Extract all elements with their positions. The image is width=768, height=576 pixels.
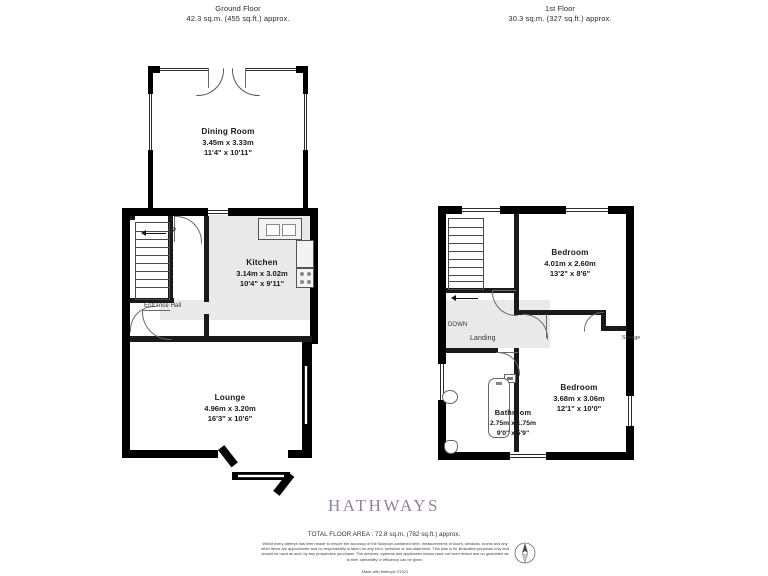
room-label-kitchen (200, 258, 324, 290)
stairs-down-arrow-line (456, 298, 478, 299)
toilet-icon (444, 440, 458, 454)
ff-wall-top-mid (500, 206, 566, 214)
room-label-bedroom-1 (510, 248, 630, 280)
house-wall-bottom-right (288, 450, 312, 458)
total-floor-area: TOTAL FLOOR AREA : 72.8 sq.m. (782 sq.ft.) approx. (307, 531, 461, 538)
door-bathroom-leaf (496, 352, 518, 353)
ff-window-bottom (510, 454, 546, 458)
room-label-bedroom-2 (524, 383, 634, 415)
label-down: DOWN (448, 322, 468, 328)
dining-wall-left-lower (148, 150, 153, 210)
house-wall-left (122, 208, 130, 458)
label-storage: Storage (622, 335, 641, 341)
kitchen-window-top (208, 210, 228, 214)
bathroom-name: Bathroom (494, 408, 532, 417)
ground-floor-plan (0, 0, 400, 520)
door-dining-hall-arc (174, 216, 202, 244)
label-landing: Landing (470, 335, 496, 342)
stair-wall-stub (130, 216, 135, 220)
label-up: UP (168, 228, 177, 234)
bedroom2-metric: 3.68m x 3.06m (553, 393, 605, 403)
bay-wall-left (218, 445, 238, 467)
dining-wall-left-upper (148, 66, 153, 94)
bedroom1-imperial: 13'2" x 8'6" (549, 269, 591, 278)
dining-room-name: Dining Room (201, 127, 255, 136)
bathroom-metric: 2.75m x 1.75m (489, 419, 537, 427)
door-bedroom2-leaf (546, 314, 547, 338)
stairs-down-arrow-head (451, 295, 456, 301)
dining-french-door-arc-right (232, 68, 260, 96)
ff-internal-wall-bathroom-top (446, 348, 498, 353)
door-bedroom1-leaf (492, 290, 516, 291)
first-floor-plan (400, 0, 768, 520)
kitchen-sink-bowl-b (282, 224, 296, 236)
dining-french-door-arc-left (196, 68, 224, 96)
brand-logo: HATHWAYS (328, 496, 440, 515)
dining-room-imperial: 11'4" x 10'11" (204, 148, 252, 157)
stairs-up-arrow-head (141, 230, 146, 236)
staircase-first (448, 218, 484, 290)
lounge-metric: 4.96m x 3.20m (204, 403, 256, 413)
lounge-name: Lounge (214, 393, 246, 402)
internal-wall-kitchen-hall-lower (204, 314, 209, 336)
made-with-text: Made with Metropix ©2021 (361, 569, 409, 574)
bathtub-tap-icon (496, 382, 502, 385)
ff-wall-left-mid (438, 292, 446, 364)
kitchen-imperial: 10'4" x 9'11" (239, 279, 285, 288)
ground-floor-subtitle: 42.3 sq.m. (455 sq.ft.) approx. (186, 14, 290, 23)
ground-floor-title: Ground Floor (215, 4, 261, 13)
house-wall-bottom-left (122, 450, 218, 458)
dining-wall-right-upper (303, 66, 308, 94)
stairs-up-arrow-line (146, 233, 166, 234)
room-label-dining-room (142, 127, 314, 159)
bedroom2-name: Bedroom (560, 383, 598, 392)
dining-room-metric: 3.45m x 3.33m (202, 137, 254, 147)
house-wall-top-right (228, 208, 318, 216)
compass-icon (512, 540, 538, 566)
first-floor-title: 1st Floor (544, 4, 576, 13)
disclaimer-text: Whilst every attempt has been made to ensure the accuracy of the floorplan contained here, measurements of doors, windows, rooms and any other items are approximate and no responsibility is taken for any error, omission or mis-statement. This plan is for illustrative purposes only and should be used as such by any prospective purchaser. The services, systems and appliances shown have not been tested and no guarantee as to their operability or efficiency can be given. (261, 541, 509, 562)
bay-window-front (238, 474, 284, 478)
bedroom1-metric: 4.01m x 2.60m (544, 258, 596, 268)
kitchen-name: Kitchen (246, 258, 278, 267)
room-label-lounge (150, 393, 310, 425)
ff-wall-bottom-right (546, 452, 634, 460)
first-floor-subtitle: 30.3 sq.m. (327 sq.ft.) approx. (508, 14, 612, 23)
lounge-imperial: 16'3" x 10'6" (207, 414, 253, 423)
door-storage-arc (584, 312, 604, 332)
kitchen-sink-bowl-a (266, 224, 280, 236)
ff-internal-wall-storage-bottom (601, 326, 627, 331)
bedroom2-imperial: 12'1" x 10'0" (556, 404, 602, 413)
ff-window-top-left (462, 208, 500, 212)
kitchen-metric: 3.14m x 3.02m (236, 268, 288, 278)
bedroom1-name: Bedroom (551, 248, 589, 257)
bathroom-imperial: 9'0" x 5'9" (496, 430, 530, 437)
door-front-entrance-arc (130, 306, 156, 332)
dining-wall-right-lower (303, 150, 308, 212)
bedroom1-window-top (566, 208, 608, 212)
washbasin-icon (442, 390, 458, 404)
ff-wall-left-upper (438, 206, 446, 292)
house-wall-top-left (122, 208, 208, 216)
label-entrance-hall: Entrance Hall (144, 303, 182, 309)
